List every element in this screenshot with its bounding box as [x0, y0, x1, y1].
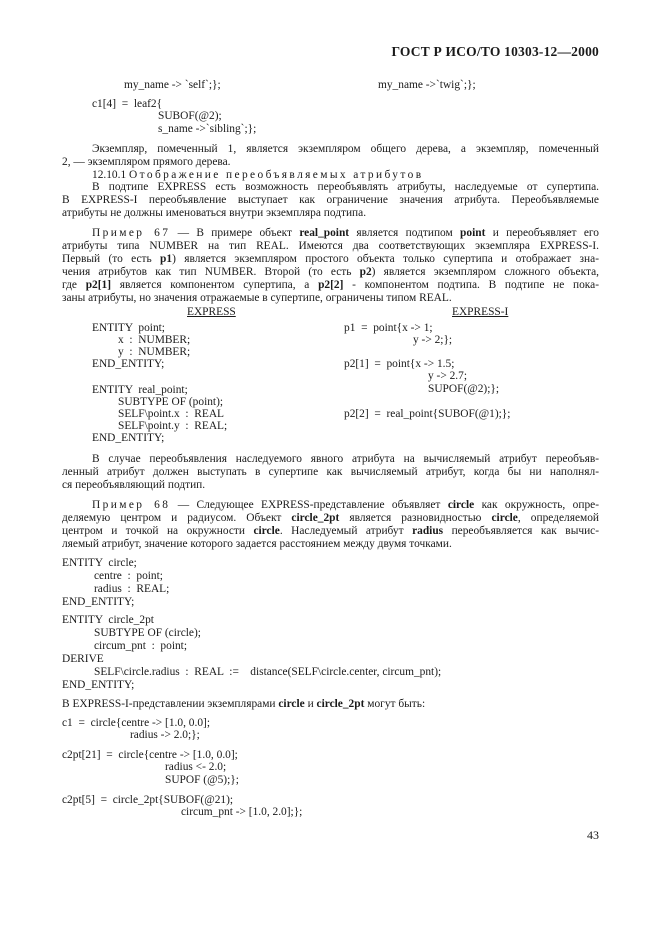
code-line: x : NUMBER;: [118, 334, 191, 346]
example-label: Пример 67: [92, 227, 171, 239]
term: circle: [447, 499, 475, 511]
code-line: circum_pnt : point;: [94, 640, 188, 652]
term: real_point: [299, 227, 350, 239]
code-line: p2[1] = point{x -> 1.5;: [344, 358, 455, 370]
term: p2: [359, 266, 372, 278]
code-line: ENTITY point;: [92, 322, 165, 334]
example-line: Пример 68 — Следующее EXPRESS-представление объявляет circle как окружность, опре-: [92, 499, 599, 511]
term: p2[2]: [318, 279, 344, 291]
example-line: Пример 67 — В примере объект real_point является подтипом point и переобъявляет его: [92, 227, 599, 239]
term: p2[1]: [85, 279, 111, 291]
example-label: Пример 68: [92, 499, 171, 511]
example-line: ляемый атрибут, значение которого задается расстоянием между двумя точками.: [62, 538, 452, 550]
example-line: атрибуты типа NUMBER на тип REAL. Имеются два соответствующих экземпляра EXPRESS-I.: [62, 240, 599, 252]
code-line: ENTITY circle_2pt: [62, 614, 154, 626]
code-line: END_ENTITY;: [62, 596, 135, 608]
code-line: radius : REAL;: [94, 583, 170, 595]
code-line: SELF\circle.radius : REAL := distance(SELF\circle.center, circum_pnt);: [94, 666, 442, 678]
example-line: деляемую центром и радиусом. Объект circle_2pt является разновидностью circle, определяемой: [62, 512, 599, 524]
paragraph-line: Экземпляр, помеченный 1, является экземпляром общего дерева, а экземпляр, помеченный: [92, 143, 599, 155]
code-line: c2pt[21] = circle{centre -> [1.0, 0.0];: [62, 749, 238, 761]
code-line: centre : point;: [94, 570, 163, 582]
code-line: SUBOF(@2);: [158, 110, 222, 122]
column-heading-express-i: EXPRESS-I: [452, 306, 509, 318]
code-line: c1 = circle{centre -> [1.0, 0.0];: [62, 717, 210, 729]
code-line: SELF\point.y : REAL;: [118, 420, 228, 432]
term: radius: [412, 525, 444, 537]
document-header: ГОСТ Р ИСО/ТО 10303-12—2000: [391, 44, 599, 59]
term: circle_2pt: [291, 512, 340, 524]
example-line: чения атрибутов как тип NUMBER. Второй (то есть p2) является экземпляром сложного объекта,: [62, 266, 599, 278]
term: circle: [278, 698, 305, 710]
code-line: p2[2] = real_point{SUBOF(@1);};: [344, 408, 511, 420]
code-line: radius <- 2.0;: [165, 761, 227, 773]
term: circle: [253, 525, 280, 537]
section-title: Отображение переобъявляемых атрибутов: [129, 169, 424, 181]
code-line: SUPOF(@2);};: [428, 383, 500, 395]
code-line: my_name -> `self`;};: [124, 79, 221, 91]
code-line: SUBTYPE OF (circle);: [94, 627, 201, 639]
code-line: DERIVE: [62, 653, 104, 665]
code-line: circum_pnt -> [1.0, 2.0];};: [181, 806, 303, 818]
code-line: y -> 2;};: [413, 334, 453, 346]
term: circle: [491, 512, 518, 524]
example-line: где p2[1] является компонентом супертипа, а p2[2] - компонентом подтипа. В подтипе не пока-: [62, 279, 599, 291]
code-line: SUPOF (@5);};: [165, 774, 239, 786]
term: p1: [160, 253, 173, 265]
paragraph-line: 2, — экземпляром прямого дерева.: [62, 156, 231, 168]
section-number: 12.10.1: [92, 169, 127, 181]
code-line: c1[4] = leaf2{: [92, 98, 163, 110]
column-heading-express: EXPRESS: [187, 306, 236, 318]
code-line: SUBTYPE OF (point);: [118, 396, 224, 408]
code-line: END_ENTITY;: [62, 679, 135, 691]
code-line: y -> 2.7;: [428, 370, 468, 382]
term: point: [460, 227, 486, 239]
paragraph-line: В подтипе EXPRESS есть возможность переобъявлять атрибуты, наследуемые от супертипа.: [92, 181, 599, 193]
code-line: SELF\point.x : REAL: [118, 408, 225, 420]
paragraph-line: ся переобъявляющий подтип.: [62, 479, 206, 491]
paragraph-line: В EXPRESS-I-представлении экземплярами circle и circle_2pt могут быть:: [62, 698, 426, 710]
code-line: ENTITY real_point;: [92, 384, 188, 396]
term: circle_2pt: [316, 698, 365, 710]
code-line: c2pt[5] = circle_2pt{SUBOF(@21);: [62, 794, 234, 806]
code-line: ENTITY circle;: [62, 557, 137, 569]
code-line: s_name ->`sibling`;};: [158, 123, 257, 135]
code-line: p1 = point{x -> 1;: [344, 322, 433, 334]
code-line: END_ENTITY;: [92, 432, 165, 444]
code-line: my_name ->`twig`;};: [378, 79, 476, 91]
example-line: Первый (то есть p1) является экземпляром простого объекта только супертипа и отображает зна-: [62, 253, 599, 265]
example-line: центром и точкой на окружности circle. Наследуемый атрибут radius переобъявляется как вычис-: [62, 525, 600, 537]
paragraph-line: ленный атрибут должен выступать в супертипе как вычисляемый атрибут, когда бы ни наполнял-: [62, 466, 599, 478]
code-line: END_ENTITY;: [92, 358, 165, 370]
page-number: 43: [587, 828, 599, 842]
paragraph-line: атрибуты не должны именоваться внутри экземпляра подтипа.: [62, 207, 367, 219]
code-line: y : NUMBER;: [118, 346, 191, 358]
paragraph-line: В EXPRESS-I переобъявление выступает как ограничение значения атрибута. Переобъявляемые: [62, 194, 599, 206]
example-line: заны атрибуты, но значения отражаемые в супертипе, ограничены типом REAL.: [62, 292, 452, 304]
code-line: radius -> 2.0;};: [130, 729, 200, 741]
paragraph-line: В случае переобъявления наследуемого явного атрибута на вычисляемый атрибут переобъяв-: [92, 453, 599, 465]
